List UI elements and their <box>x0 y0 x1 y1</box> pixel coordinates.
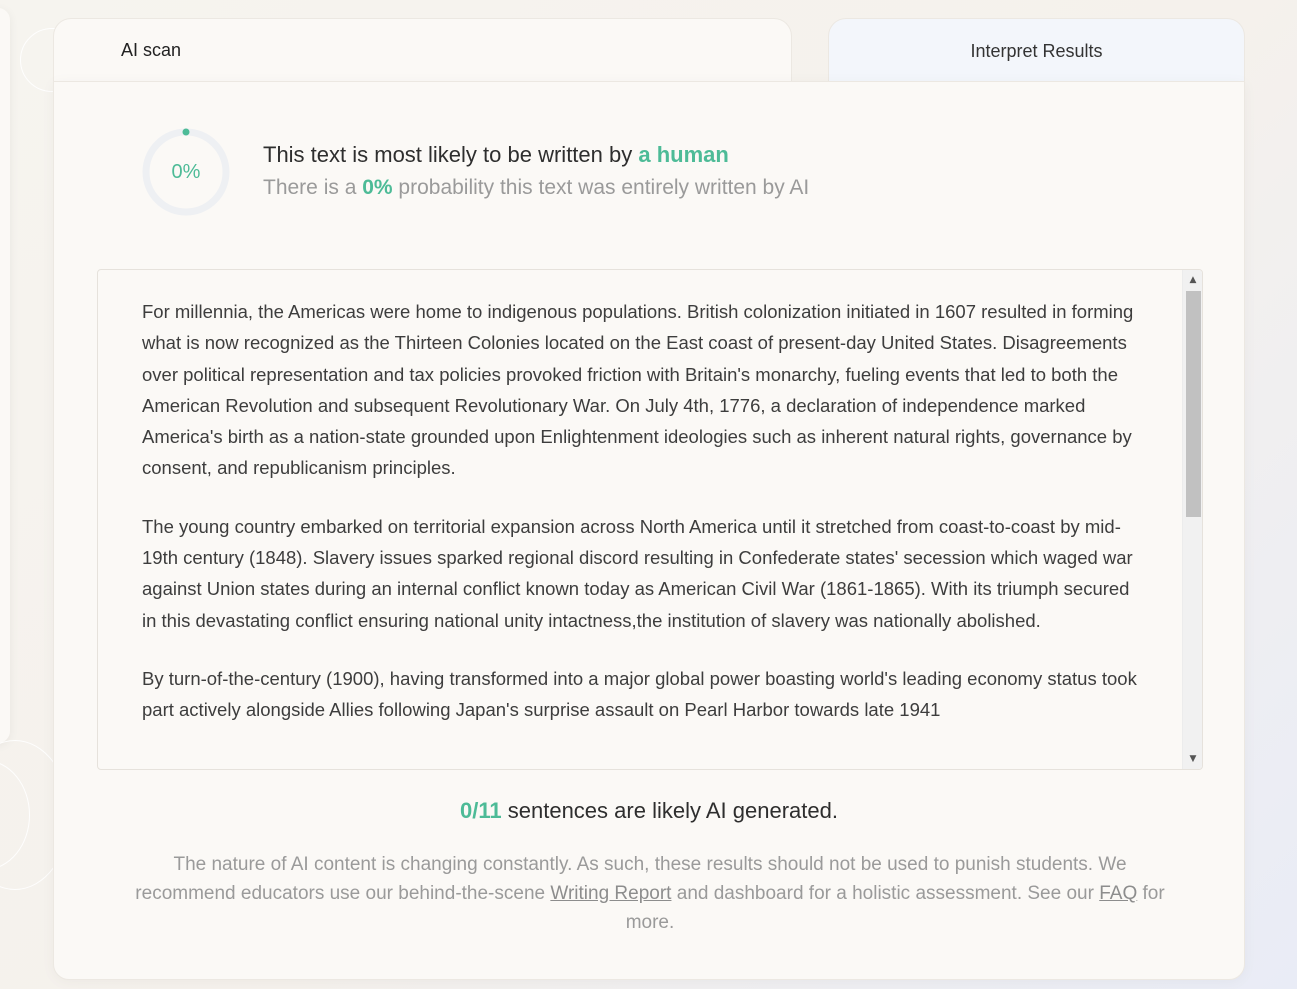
triangle-up-icon[interactable]: ▲ <box>1189 275 1197 285</box>
disclaimer-text <box>124 850 1176 937</box>
sentence-summary <box>54 798 1244 824</box>
tab-interpret-results[interactable] <box>828 18 1245 82</box>
probability-suffix: probability this text was entirely written by AI <box>392 176 810 199</box>
summary-text: sentences are likely AI generated. <box>501 798 838 823</box>
text-paragraph: By turn-of-the-century (1900), having transformed into a major global power boasting world's leading economy status took part actively alongside Allies following Japan's surprise assault on Pearl Harbor towards late 1941 <box>142 667 1137 721</box>
results-card <box>53 81 1245 980</box>
verdict-prefix: This text is most likely to be written by <box>263 142 639 167</box>
probability-value: 0% <box>362 176 393 199</box>
faq-link[interactable]: FAQ <box>1099 883 1138 904</box>
probability-statement <box>263 176 809 200</box>
ai-probability-gauge <box>140 126 232 218</box>
tab-interpret-results-label: Interpret Results <box>970 41 1103 61</box>
scanned-text-box[interactable] <box>97 269 1203 770</box>
disclaimer-part: The nature of AI content is changing constantly. As such, these results should not be used to punish students. We recommend educators use our behind-the-scene <box>135 854 1127 904</box>
ai-sentence-count: 0/11 <box>460 798 502 823</box>
scrollbar-thumb[interactable] <box>1186 291 1201 517</box>
tab-ai-scan[interactable] <box>53 18 792 82</box>
disclaimer-part: and dashboard for a holistic assessment. See our <box>671 883 1100 904</box>
disclaimer-part: for more. <box>625 883 1165 933</box>
probability-prefix: There is a <box>263 176 363 199</box>
gauge-percent-label: 0% <box>171 161 201 183</box>
writing-report-link[interactable]: Writing Report <box>550 883 672 904</box>
text-paragraph: For millennia, the Americas were home to indigenous populations. British colonization initiated in 1607 resulted in forming what is now recognized as the Thirteen Colonies located on the East coast of present-day United States. Disagreements over political representation and tax policies provoked friction with Britain's monarchy, fueling events that led to both the American Revolution and subsequent Revolutionary War. On July 4th, 1776, a declaration of independence marked America's birth as a nation-state grounded upon Enlightenment ideologies such as inherent natural rights, governance by consent, and republicanism principles. <box>142 301 1134 479</box>
text-scrollbar[interactable] <box>1182 270 1202 769</box>
background-side-panel <box>0 8 10 743</box>
scanned-text-content <box>142 296 1142 753</box>
verdict-headline <box>263 142 729 168</box>
verdict-highlight: a human <box>638 142 729 167</box>
tab-ai-scan-label: AI scan <box>121 40 182 60</box>
text-paragraph: The young country embarked on territorial expansion across North America until it stretched from coast-to-coast by mid-19th century (1848). Slavery issues sparked regional discord resulting in Confederate states' secession which waged war against Union states during an internal conflict known today as American Civil War (1861-1865). With its triumph secured in this devastating conflict ensuring national unity intactness,the institution of slavery was nationally abolished. <box>142 515 1133 631</box>
triangle-down-icon[interactable]: ▼ <box>1189 754 1197 764</box>
